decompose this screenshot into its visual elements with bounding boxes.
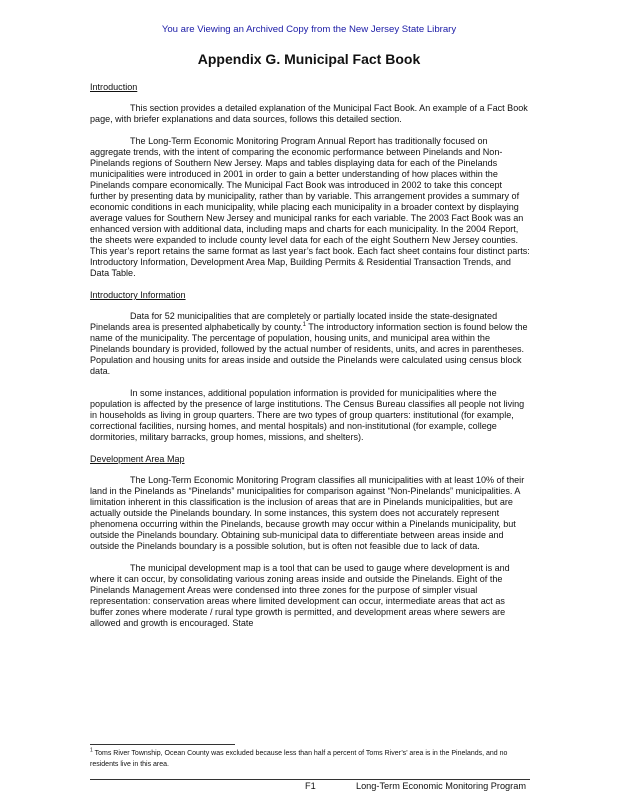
- document-body: [90, 82, 530, 640]
- page-number: F1: [305, 781, 316, 791]
- archive-banner: You are Viewing an Archived Copy from the New Jersey State Library: [161, 24, 457, 35]
- paragraph: This section provides a detailed explanation of the Municipal Fact Book. An example of a Fact Book page, with briefer explanations and data sources, follows this detailed section.: [90, 103, 528, 124]
- paragraph-text: Data for 52 municipalities that are completely or partially located inside the state-designated Pinelands area is presented alphabetically by county.: [90, 311, 498, 332]
- paragraph: The Long-Term Economic Monitoring Program Annual Report has traditionally focused on aggregate trends, with the intent of comparing the economic performance between Pinelands and Non-Pinelands regions of Southern New Jersey. Maps and tables displaying data for each of the Pinelands municipalities were introduced in 2001 in order to gain a better understanding of how places within the Pinelands compare economically. The Municipal Fact Book was introduced in 2002 to take this concept further by presenting data by municipality, rather than by variable. This arrangement provides a summary of economic conditions in each municipality, while placing each municipality in a broader context by displaying average values for Southern New Jersey and municipal ranks for each variable. The 2003 Fact Book was an enhanced version with additional data, including maps and charts for each municipality. In the 2004 Report, the sheets were expanded to include county level data for each of the eight Southern New Jersey counties. This year’s report retains the same format as last year’s fact book. Each fact sheet contains four distinct parts: Introductory Information, Development Area Map, Building Permits & Residential Transaction Trends, and Data Table.: [90, 136, 530, 278]
- paragraph: The Long-Term Economic Monitoring Program classifies all municipalities with at least 10% of their land in the Pinelands as “Pinelands” municipalities for comparison against “Non-Pinelands” municipalities. A limitation inherent in this classification is the inclusion of areas that are in Pinelands municipalities, but are actually outside the Pinelands boundary. In some instances, this system does not accurately represent phenomena occurring within the Pinelands, because growth may occur within a Pinelands municipality, but outside the Pinelands boundary. Obtaining sub-municipal data to differentiate between areas inside and outside the Pinelands boundary is a possible solution, but is often not feasible due to lack of data.: [90, 475, 525, 551]
- paragraph-text: The introductory information section is found below the name of the municipality. The percentage of population, housing units, and municipal area within the Pinelands boundary is provided, followed by the actual number of residents, units, and acres in parentheses. Population and housing units for areas inside and outside the Pinelands were calculated using census block data.: [90, 322, 528, 376]
- footnote: [90, 748, 530, 770]
- paragraph: In some instances, additional population information is provided for municipalities where the population is affected by the presence of large institutions. The Census Bureau classifies all people not living in households as living in group quarters. There are two types of group quarters: institutional (for example, correctional facilities, nursing homes, and mental hospitals) and non-institutional (for example, college dormitories, military barracks, group homes, missions, and shelters).: [90, 388, 525, 442]
- program-name: Long-Term Economic Monitoring Program: [355, 781, 526, 791]
- footnote-reference: 1: [302, 321, 306, 328]
- paragraph: [90, 311, 530, 377]
- section-heading-introductory-information: Introductory Information: [90, 290, 186, 300]
- section-heading-development-area-map: Development Area Map: [90, 454, 185, 464]
- section-heading-introduction: Introduction: [90, 82, 138, 92]
- paragraph: The municipal development map is a tool that can be used to gauge where development is and where it can occur, by consolidating various zoning areas inside and outside the Pinelands. Eight of the Pinelands Management Areas were condensed into three zones for the purpose of simpler visual representation: conservation areas where limited development can occur, intermediate areas that act as buffer zones where moderate / rural type growth is permitted, and development areas where sewers are allowed and growth is encouraged. State: [90, 563, 510, 628]
- footnote-mark: 1: [90, 747, 93, 754]
- footnote-text: Toms River Township, Ocean County was excluded because less than half a percent of Toms River’s’ area is in the Pinelands, and no residents live in this area.: [90, 750, 508, 768]
- page-title: Appendix G. Municipal Fact Book: [197, 51, 421, 67]
- footer-divider: [90, 779, 530, 780]
- footnote-divider: [90, 744, 235, 745]
